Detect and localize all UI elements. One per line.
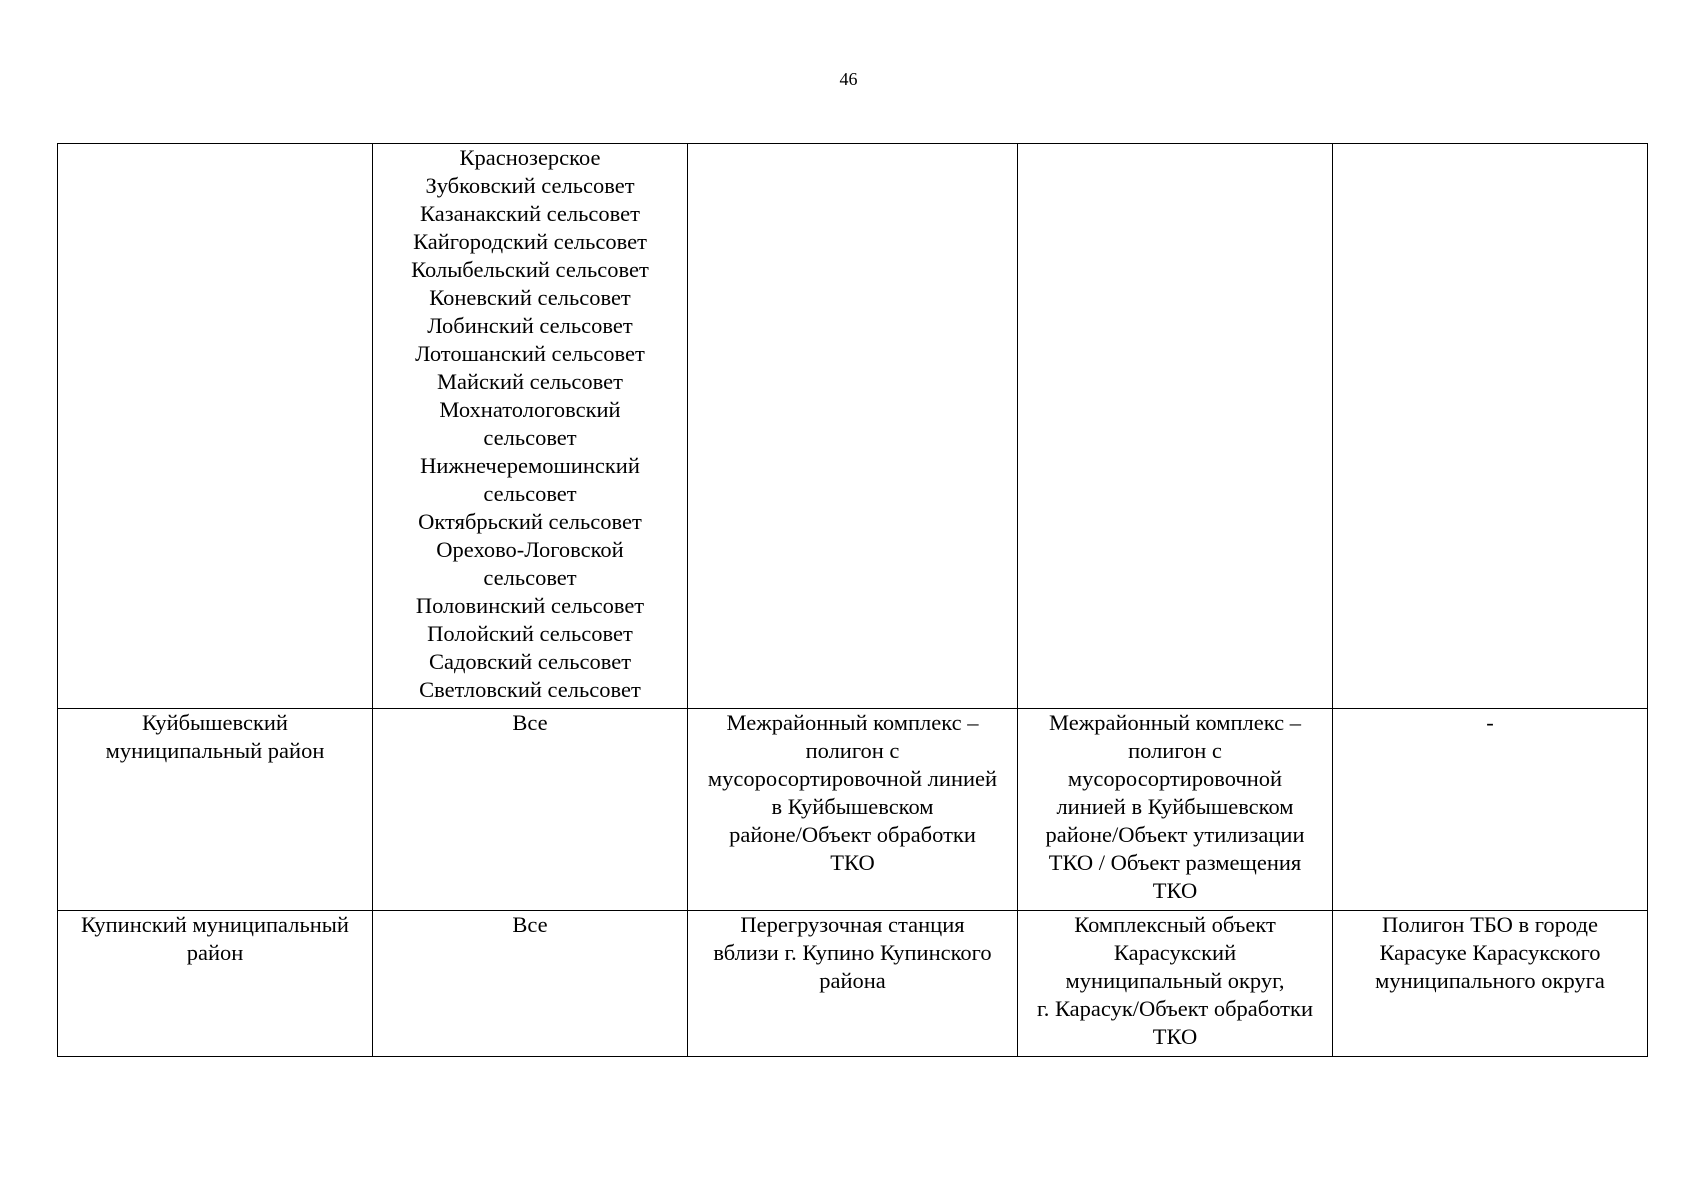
cell-text-line: Кайгородский сельсовет [413, 229, 647, 254]
table-row [58, 709, 1648, 911]
cell-text-line: Коневский сельсовет [429, 285, 631, 310]
cell-text-line: Полигон ТБО в городе [1382, 912, 1598, 937]
cell-text-line: районе/Объект утилизации [1045, 822, 1305, 847]
cell-text-line: сельсовет [483, 565, 577, 590]
cell-text-line: Куйбышевский [142, 710, 288, 735]
cell-text-line: Карасуке Карасукского [1379, 940, 1601, 965]
table-cell-facility-3 [1333, 709, 1648, 911]
table-cell-municipality [58, 144, 373, 709]
cell-text-line: Межрайонный комплекс – [726, 710, 979, 735]
cell-text-line: г. Карасук/Объект обработки [1037, 996, 1313, 1021]
cell-text-line: муниципальный округ, [1065, 968, 1285, 993]
cell-text-line: ТКО [1152, 1024, 1198, 1049]
table-cell-municipality [58, 709, 373, 911]
cell-text-line: Лотошанский сельсовет [415, 341, 645, 366]
cell-text-line: полигон с [805, 738, 900, 763]
table-cell-facility-1 [688, 709, 1018, 911]
cell-text-line: - [1486, 710, 1494, 735]
cell-text-line: сельсовет [483, 481, 577, 506]
table-cell-facility-1 [688, 911, 1018, 1057]
cell-text-line: полигон с [1128, 738, 1222, 763]
cell-text-line: Майский сельсовет [437, 369, 623, 394]
table-cell-municipality [58, 911, 373, 1057]
cell-text-line: Купинский муниципальный [81, 912, 349, 937]
cell-text-line: Садовский сельсовет [428, 649, 632, 674]
page-number: 46 [839, 69, 858, 89]
cell-text-line: Полойский сельсовет [427, 621, 633, 646]
table-cell-facility-3 [1333, 911, 1648, 1057]
table-cell-facility-2 [1018, 144, 1333, 709]
cell-text-line: в Куйбышевском [771, 794, 934, 819]
cell-text-line: Колыбельский сельсовет [411, 257, 649, 282]
cell-text-line: Все [512, 710, 548, 735]
cell-text-line: муниципального округа [1375, 968, 1605, 993]
table-cell-facility-1 [688, 144, 1018, 709]
cell-text-line: Все [512, 912, 548, 937]
table-cell-facility-3 [1333, 144, 1648, 709]
table-row [58, 911, 1648, 1057]
table-cell-facility-2 [1018, 709, 1333, 911]
cell-text-line: вблизи г. Купино Купинского [713, 940, 992, 965]
cell-text-line: Карасукский [1113, 940, 1237, 965]
cell-text-line: Краснозерское [459, 145, 601, 170]
table-cell-settlements [373, 144, 688, 709]
cell-text-line: района [819, 968, 886, 993]
cell-text-line: районе/Объект обработки [729, 822, 976, 847]
cell-text-line: Светловский сельсовет [419, 677, 641, 702]
cell-text-line: линией в Куйбышевском [1056, 794, 1294, 819]
cell-text-line: Перегрузочная станция [740, 912, 965, 937]
cell-text-line: Орехово-Логовской [436, 537, 624, 562]
cell-text-line: муниципальный район [105, 738, 325, 763]
cell-text-line: ТКО [830, 850, 875, 875]
cell-text-line: Казанакский сельсовет [420, 201, 640, 226]
cell-text-line: Нижнечеремошинский [420, 453, 640, 478]
cell-text-line: Зубковский сельсовет [425, 173, 635, 198]
cell-text-line: ТКО / Объект размещения [1048, 850, 1302, 875]
table-cell-settlements [373, 911, 688, 1057]
cell-text-line: Комплексный объект [1074, 912, 1276, 937]
cell-text-line: Октябрьский сельсовет [418, 509, 642, 534]
table-row [58, 144, 1648, 709]
cell-text-line: Мохнатологовский [439, 397, 621, 422]
cell-text-line: Межрайонный комплекс – [1049, 710, 1301, 735]
waste-management-table [57, 143, 1648, 1057]
table-cell-facility-2 [1018, 911, 1333, 1057]
table-cell-settlements [373, 709, 688, 911]
cell-text-line: сельсовет [483, 425, 577, 450]
cell-text-line: Лобинский сельсовет [427, 313, 633, 338]
cell-text-line: мусоросортировочной [1067, 766, 1283, 791]
cell-text-line: Половинский сельсовет [415, 593, 645, 618]
cell-text-line: район [186, 940, 244, 965]
cell-text-line: ТКО [1152, 878, 1198, 903]
cell-text-line: мусоросортировочной линией [707, 766, 998, 791]
